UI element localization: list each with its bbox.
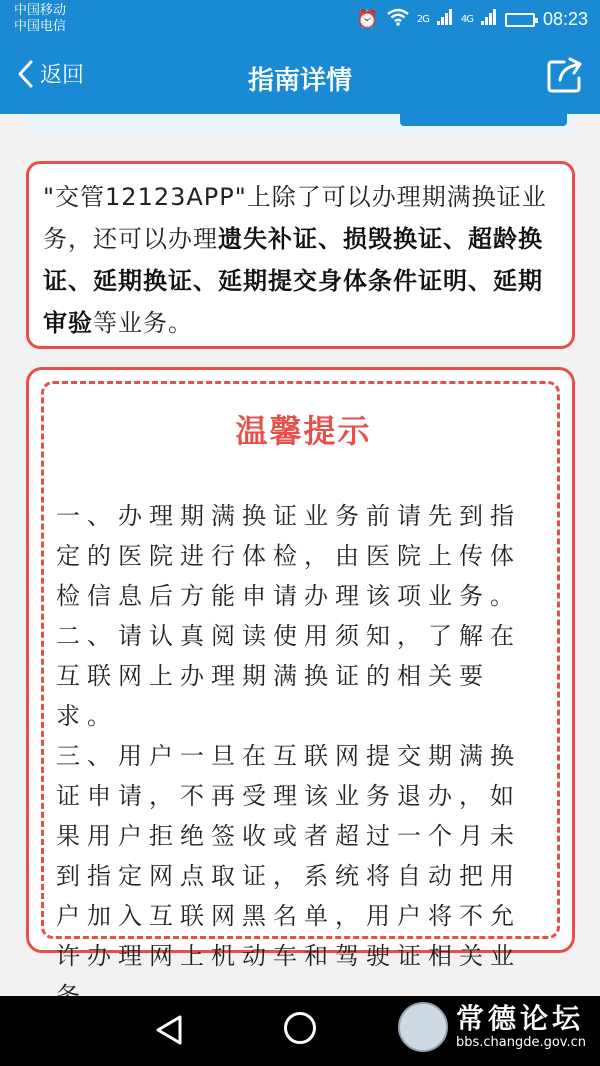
alarm-icon: ⏰ <box>356 9 379 30</box>
carrier-2: 中国电信 <box>14 19 67 34</box>
watermark-url: bbs.changde.gov.cn <box>455 1035 586 1050</box>
info-suffix: 等业务。 <box>93 309 193 337</box>
forum-logo-icon <box>398 1002 448 1052</box>
nav-back-icon[interactable] <box>152 1013 186 1047</box>
tip-item-1: 一、办理期满换证业务前请先到指定的医院进行体检，由医院上传体检信息后方能申请办理该项业务。 <box>56 502 521 610</box>
info-text <box>43 176 558 344</box>
carrier-1: 中国移动 <box>14 3 67 18</box>
back-label: 返回 <box>40 63 85 88</box>
nav-home-icon[interactable] <box>284 1012 316 1044</box>
status-icons <box>356 8 588 31</box>
info-bold-services: 遗失补证、损毁换证、超龄换证、延期换证、延期提交身体条件证明、延期审验 <box>43 225 543 337</box>
signal-2-icon <box>481 9 497 30</box>
info-box <box>26 161 575 349</box>
tip-item-2: 二、请认真阅读使用须知，了解在互联网上办理期满换证的相关要求。 <box>56 622 521 730</box>
clock: 08:23 <box>542 9 588 29</box>
signal-1-icon <box>437 9 453 30</box>
nav-bar <box>0 40 600 114</box>
system-nav-bar <box>0 996 600 1066</box>
status-bar <box>0 0 600 40</box>
watermark <box>398 1002 586 1052</box>
info-prefix: "交管12123APP"上除了可以办理期满换证业务，还可以办理 <box>43 183 547 253</box>
tips-box <box>26 367 575 970</box>
signal-2-label: 4G <box>460 14 473 25</box>
page-title: 指南详情 <box>247 66 352 96</box>
tips-title: 温馨提示 <box>235 412 372 450</box>
previous-card-button[interactable] <box>400 114 567 126</box>
battery-icon <box>505 13 535 27</box>
wifi-icon <box>387 8 409 31</box>
tips-body <box>56 496 548 1016</box>
watermark-name: 常德论坛 <box>455 1002 584 1035</box>
share-icon[interactable] <box>546 56 584 94</box>
watermark-text <box>456 1003 586 1051</box>
signal-1-label: 2G <box>416 14 429 25</box>
carrier-info <box>14 3 66 35</box>
tips-inner-border <box>41 381 560 970</box>
tip-item-3: 三、用户一旦在互联网提交期满换证申请，不再受理该业务退办，如果用户拒绝签收或者超过一个月未到指定网点取证，系统将自动把用户加入互联网黑名单，用户将不允许办理网上机动车和驾驶证相关业 <box>56 742 521 970</box>
